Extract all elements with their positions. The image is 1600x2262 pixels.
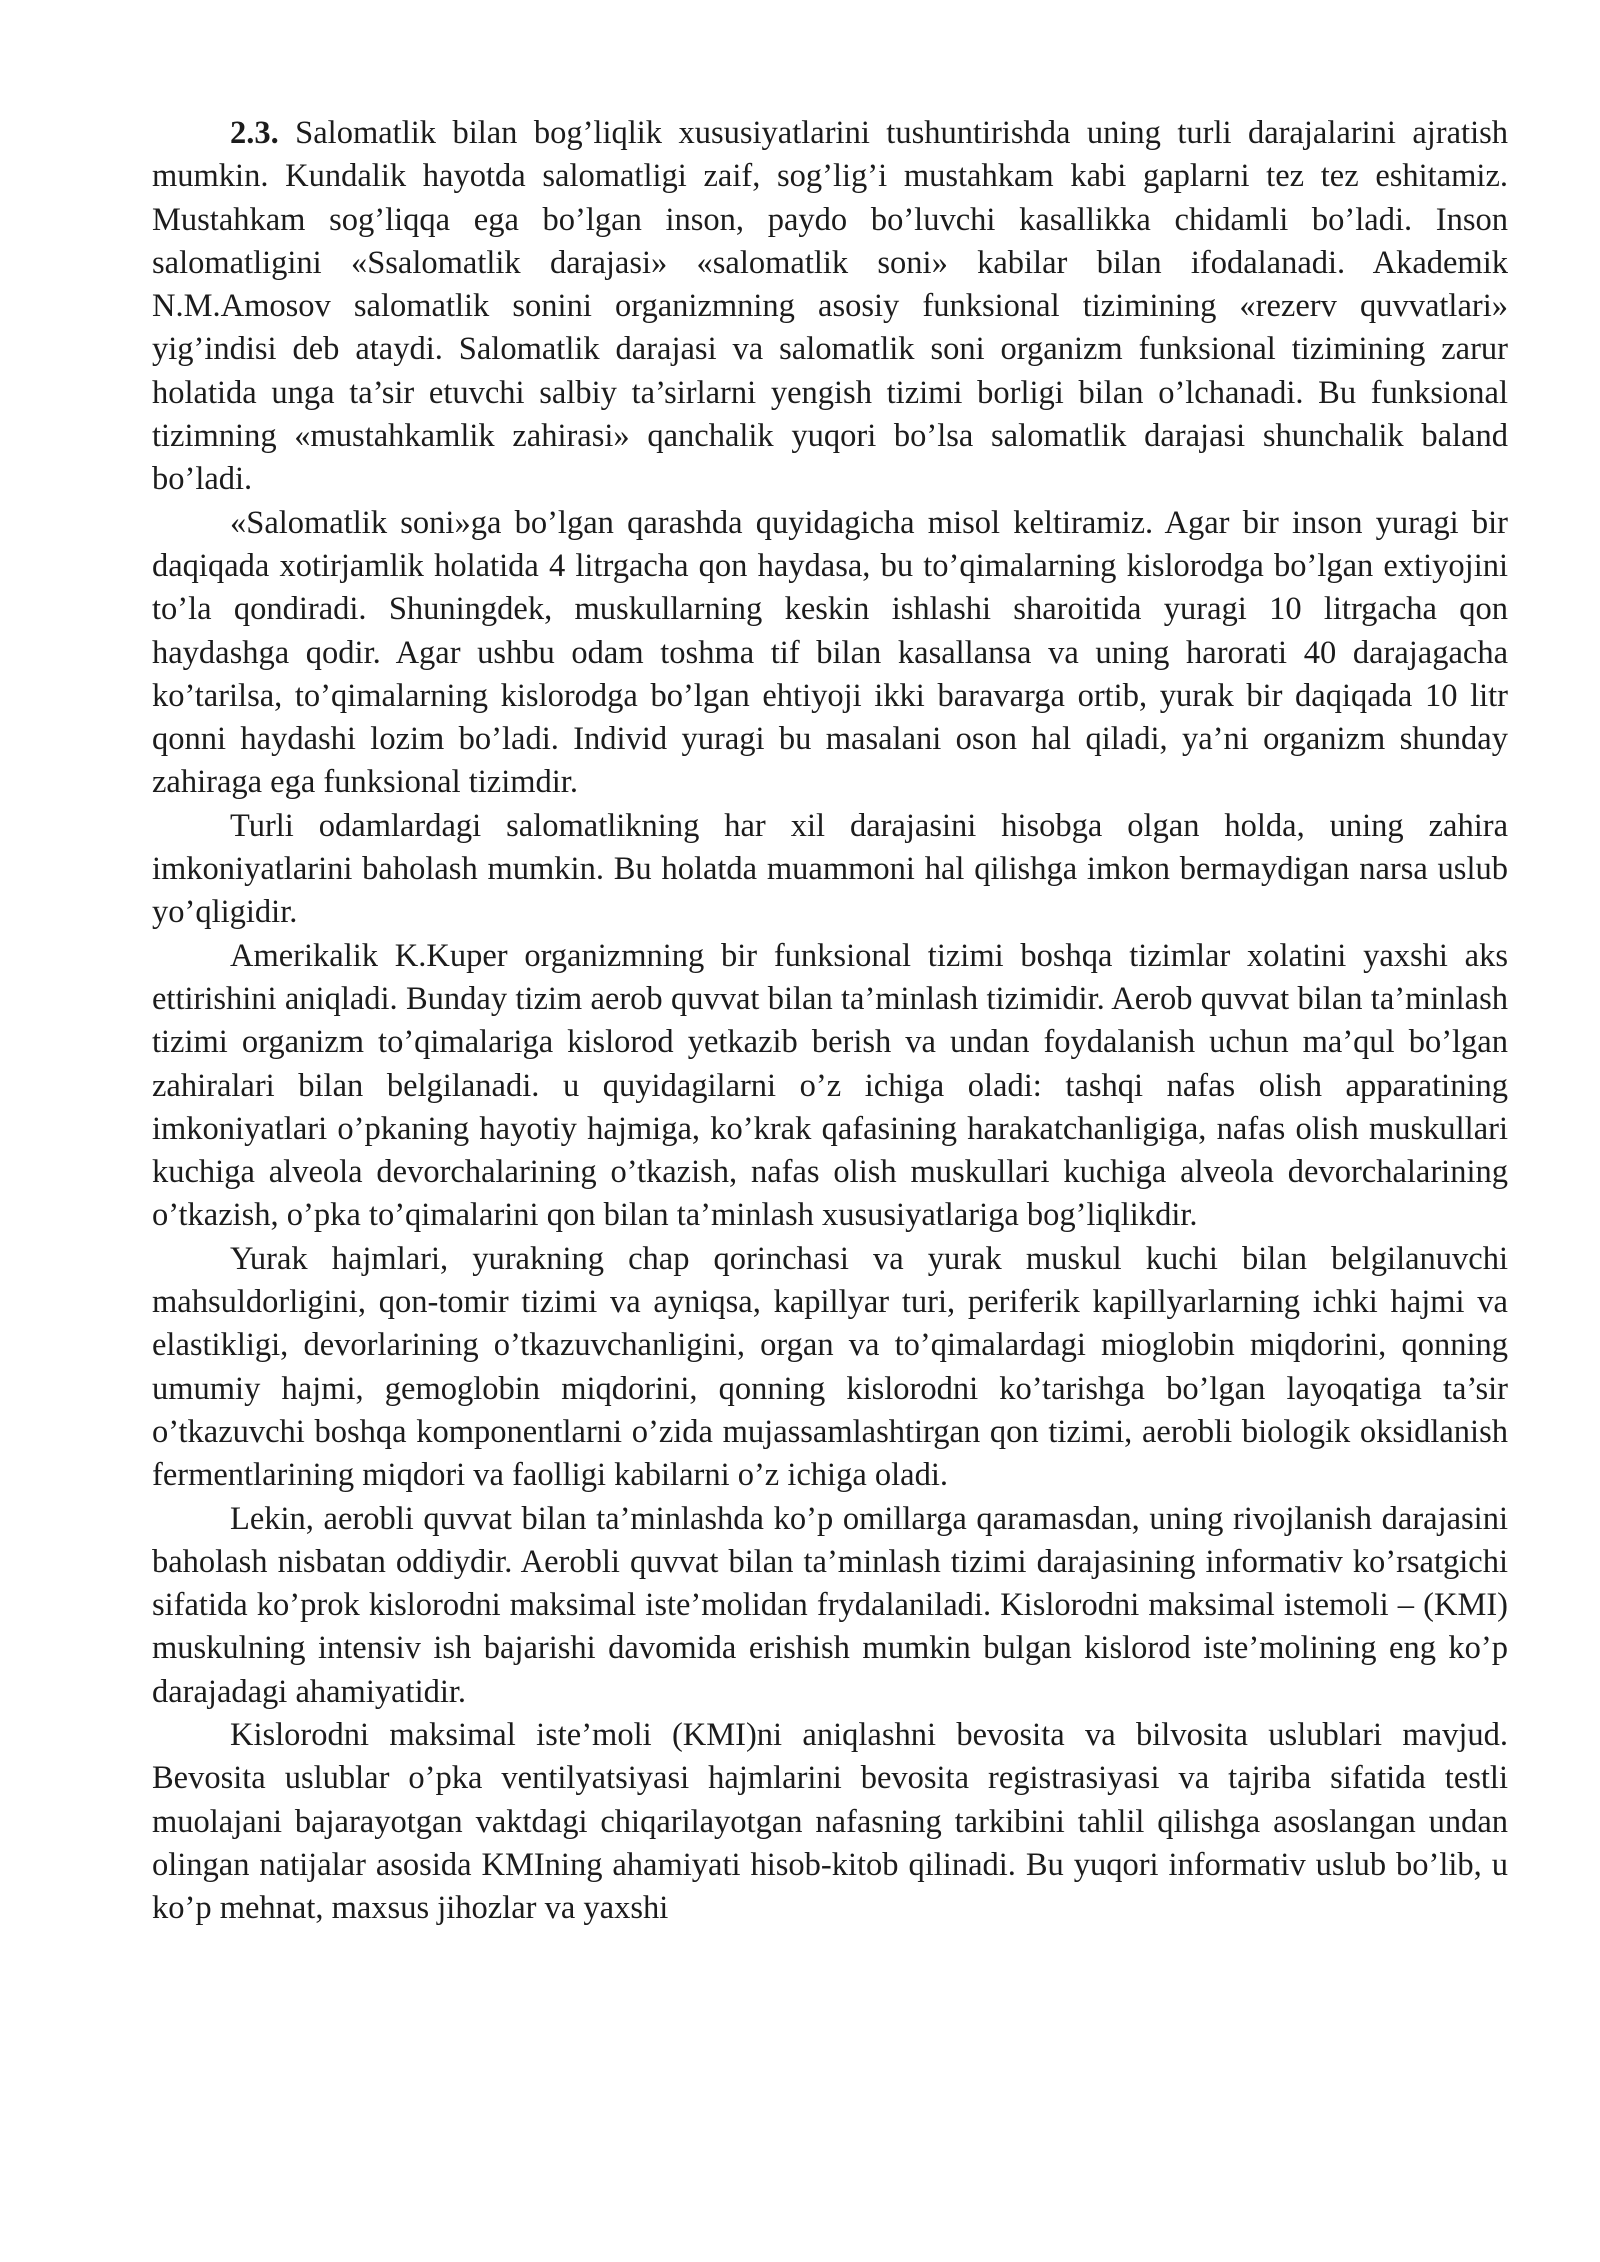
- paragraph-text: Turli odamlardagi salomatlikning har xil darajasini hisobga olgan holda, uning zahira imkoniyatlarini baholash mumkin. Bu holatda muammoni hal qilishga imkon bermaydigan narsa uslub yo’qligidir.: [152, 807, 1508, 931]
- paragraph-text: Kislorodni maksimal iste’moli (KMI)ni aniqlashni bevosita va bilvosita uslublari mavjud. Bevosita uslublar o’pka ventilyatsiyasi hajmlarini bevosita registrasiyasi va tajriba sifatida testli muolajani bajarayotgan vaktdagi chiqarilayotgan nafasning tarkibini tahlil qilishga asoslangan undan olingan natijalar asosida KMIning ahamiyati hisob-kitob qilinadi. Bu yuqori informativ uslub bo’lib, u ko’p mehnat, maxsus jihozlar va yaxshi: [152, 1716, 1508, 1927]
- paragraph-2: [152, 502, 1508, 805]
- paragraph-text: Amerikalik K.Kuper organizmning bir funksional tizimi boshqa tizimlar xolatini yaxshi aks ettirishini aniqladi. Bunday tizim aerob quvvat bilan ta’minlash tizimidir. Aerob quvvat bilan ta’minlash tizimi organizm to’qimalariga kislorod yetkazib berish va undan foydalanish uchun ma’qul bo’lgan zahiralari bilan belgilanadi. u quyidagilarni o’z ichiga oladi: tashqi nafas olish apparatining imkoniyatlari o’pkaning hayotiy hajmiga, ko’krak qafasining harakatchanligiga, nafas olish muskullari kuchiga alveola devorchalarining o’tkazish, nafas olish muskullari kuchiga alveola devorchalarining o’tkazish, o’pka to’qimalarini qon bilan ta’minlash xususiyatlariga bog’liqlikdir.: [152, 937, 1508, 1234]
- paragraph-text: «Salomatlik soni»ga bo’lgan qarashda quyidagicha misol keltiramiz. Agar bir inson yuragi bir daqiqada xotirjamlik holatida 4 litrgacha qon haydasa, bu to’qimalarning kislorodga bo’lgan extiyojini to’la qondiradi. Shuningdek, muskullarning keskin ishlashi sharoitida yuragi 10 litrgacha qon haydashga qodir. Agar ushbu odam toshma tif bilan kasallansa va uning harorati 40 darajagacha ko’tarilsa, to’qimalarning kislorodga bo’lgan ehtiyoji ikki baravarga ortib, yurak bir daqiqada 10 litr qonni haydashi lozim bo’ladi. Individ yuragi bu masalani oson hal qiladi, ya’ni organizm shunday zahiraga ega funksional tizimdir.: [152, 504, 1508, 801]
- paragraph-7: [152, 1714, 1508, 1930]
- paragraph-5: [152, 1238, 1508, 1498]
- paragraph-6: [152, 1498, 1508, 1714]
- paragraph-text: Yurak hajmlari, yurakning chap qorinchasi va yurak muskul kuchi bilan belgilanuvchi mahsuldorligini, qon-tomir tizimi va ayniqsa, kapillyar turi, periferik kapillyarlarning ichki hajmi va elastikligi, devorlarining o’tkazuvchanligini, organ va to’qimalardagi mioglobin miqdorini, qonning umumiy hajmi, gemoglobin miqdorini, qonning kislorodni ko’tarishga bo’lgan layoqatiga ta’sir o’tkazuvchi boshqa komponentlarni o’zida mujassamlashtirgan qon tizimi, aerobli biologik oksidlanish fermentlarining miqdori va faolligi kabilarni o’z ichiga oladi.: [152, 1240, 1508, 1494]
- body-text: [152, 112, 1508, 1930]
- paragraph-4: [152, 935, 1508, 1238]
- section-number: 2.3.: [230, 115, 279, 151]
- paragraph-text: Salomatlik bilan bog’liqlik xususiyatlarini tushuntirishda uning turli darajalarini ajratish mumkin. Kundalik hayotda salomatligi zaif, sog’lig’i mustahkam kabi gaplarni tez tez eshitamiz. Mustahkam sog’liqqa ega bo’lgan inson, paydo bo’luvchi kasallikka chidamli bo’ladi. Inson salomatligini «Ssalomatlik darajasi» «salomatlik soni» kabilar bilan ifodalanadi. Akademik N.M.Amosov salomatlik sonini organizmning asosiy funksional tizimining «rezerv quvvatlari» yig’indisi deb ataydi. Salomatlik darajasi va salomatlik soni organizm funksional tizimining zarur holatida unga ta’sir etuvchi salbiy ta’sirlarni yengish tizimi borligi bilan o’lchanadi. Bu funksional tizimning «mustahkamlik zahirasi» qanchalik yuqori bo’lsa salomatlik darajasi shunchalik baland bo’ladi.: [152, 115, 1508, 498]
- paragraph-text: Lekin, aerobli quvvat bilan ta’minlashda ko’p omillarga qaramasdan, uning rivojlanish darajasini baholash nisbatan oddiydir. Aerobli quvvat bilan ta’minlash tizimi darajasining informativ ko’rsatgichi sifatida ko’prok kislorodni maksimal iste’molidan frydalaniladi. Kislorodni maksimal istemoli – (KMI) muskulning intensiv ish bajarishi davomida erishish mumkin bulgan kislorod iste’molining eng ko’p darajadagi ahamiyatidir.: [152, 1500, 1508, 1710]
- paragraph-3: [152, 805, 1508, 935]
- paragraph-1: [152, 112, 1508, 502]
